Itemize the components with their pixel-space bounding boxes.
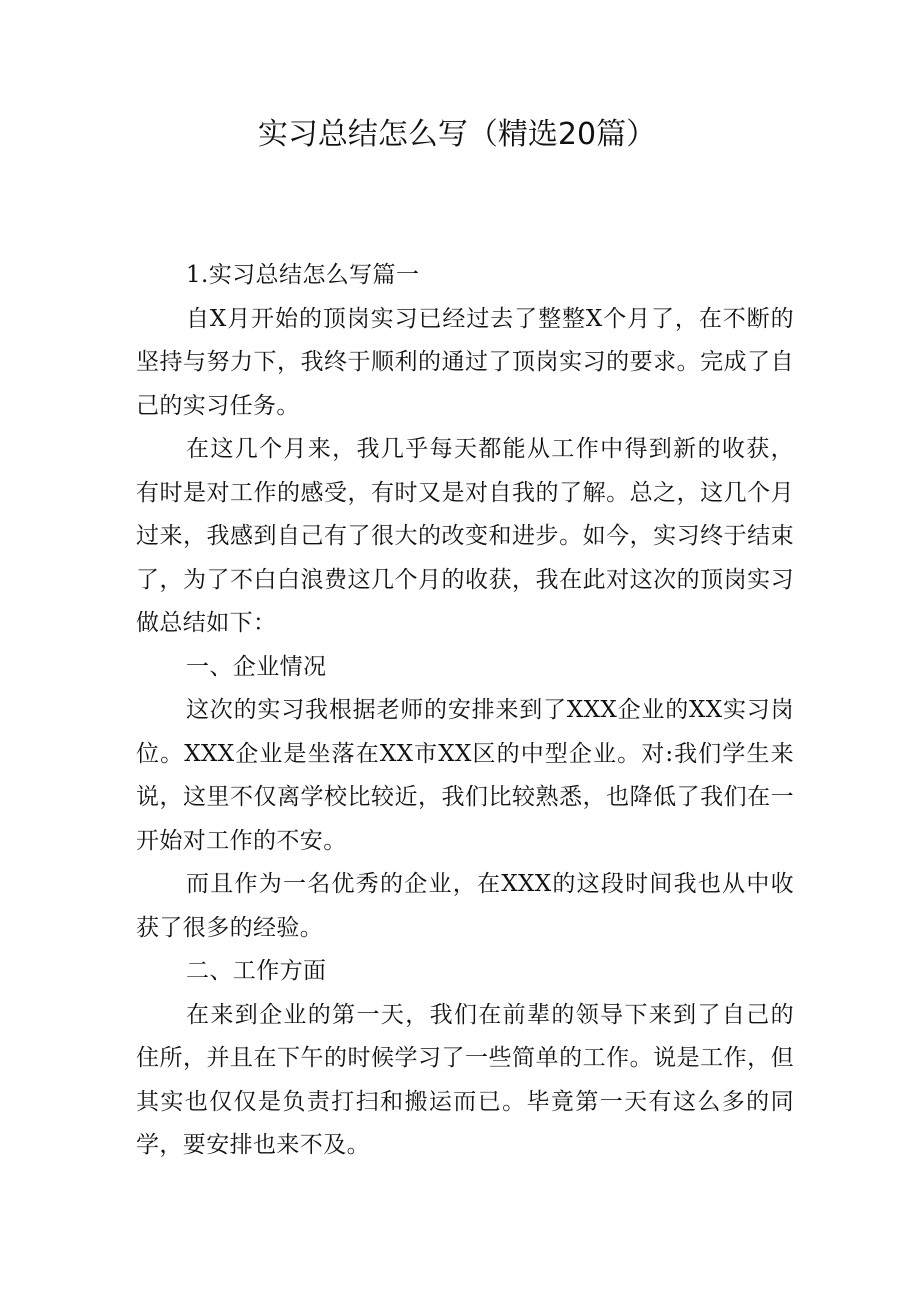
section-heading: 一、企业情况 — [186, 653, 327, 680]
body-paragraph: 在来到企业的第一天，我们在前辈的领导下来到了自己的住所，并且在下午的时候学习了一些简单的工作。说是工作，但其实也仅仅是负责打扫和搬运而已。毕竟第一天有这么多的同学，要安排也来不及。 — [136, 1001, 794, 1158]
body-paragraph: 在这几个月来，我几乎每天都能从工作中得到新的收获，有时是对工作的感受，有时又是对自我的了解。总之，这几个月过来，我感到自己有了很大的改变和进步。如今，实习终于结束了，为了不白白浪费这几个月的收获，我在此对这次的顶岗实习做总结如下： — [136, 436, 794, 636]
document-title: 实习总结怎么写（精选20篇） — [257, 117, 657, 152]
section-heading: 1.实习总结怎么写篇一 — [186, 262, 420, 288]
body-paragraph: 而且作为一名优秀的企业，在XXX的这段时间我也从中收获了很多的经验。 — [136, 871, 794, 941]
document-body — [136, 254, 794, 1168]
body-paragraph: 自X月开始的顶岗实习已经过去了整整X个月了，在不断的坚持与努力下，我终于顺利的通过了顶岗实习的要求。完成了自己的实习任务。 — [136, 305, 794, 419]
body-paragraph: 这次的实习我根据老师的安排来到了XXX企业的XX实习岗位。XXX企业是坐落在XX市XX区的中型企业。对:我们学生来说，这里不仅离学校比较近，我们比较熟悉，也降低了我们在一开始对工作的不安。 — [136, 697, 794, 854]
section-heading: 二、工作方面 — [186, 958, 327, 984]
